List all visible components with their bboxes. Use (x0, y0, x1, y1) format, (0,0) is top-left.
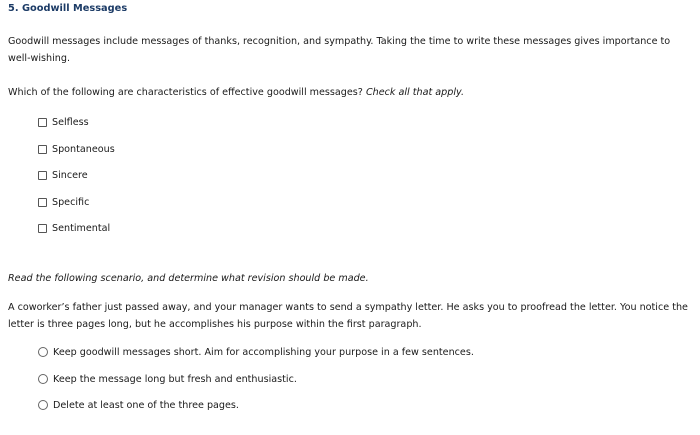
radio-button[interactable] (38, 347, 48, 357)
checkbox-options (38, 117, 115, 250)
checkbox[interactable] (38, 171, 47, 180)
checkbox[interactable] (38, 145, 47, 154)
checkbox-label[interactable]: Selfless (52, 117, 89, 128)
checkbox[interactable] (38, 118, 47, 127)
question-title: 5. Goodwill Messages (8, 3, 128, 14)
checkbox-option[interactable] (38, 223, 115, 250)
checkbox-label[interactable]: Specific (52, 196, 90, 208)
checkbox-option[interactable] (38, 170, 115, 197)
checkbox-label[interactable]: Sincere (52, 170, 88, 181)
question-prompt: Which of the following are characteristics of effective goodwill messages? (8, 87, 363, 98)
radio-label[interactable]: Keep goodwill messages short. Aim for accomplishing your purpose in a few sentences. (53, 347, 474, 358)
checkbox[interactable] (38, 198, 47, 207)
scenario-text: A coworker’s father just passed away, and your manager wants to send a sympathy letter. He asks you to proofread the letter. You notice the letter is three pages long, but he accomplishes his purpose within the first paragraph. (8, 302, 688, 330)
checkbox-label[interactable]: Sentimental (52, 223, 111, 234)
question-instruction: Check all that apply. (365, 87, 465, 98)
checkbox-question (8, 87, 464, 98)
checkbox-option[interactable] (38, 197, 115, 224)
checkbox[interactable] (38, 224, 47, 233)
checkbox-label[interactable]: Spontaneous (52, 143, 115, 155)
checkbox-option[interactable] (38, 144, 115, 171)
radio-option[interactable] (38, 347, 474, 374)
radio-option[interactable] (38, 374, 474, 401)
intro-text: Goodwill messages include messages of thanks, recognition, and sympathy. Taking the time to write these messages gives importance to well-wishing. (8, 36, 671, 64)
scenario-prompt: Read the following scenario, and determine what revision should be made. (8, 273, 369, 284)
radio-label[interactable]: Delete at least one of the three pages. (53, 400, 239, 411)
radio-options (38, 347, 474, 427)
checkbox-option[interactable] (38, 117, 115, 144)
radio-option[interactable] (38, 400, 474, 427)
radio-button[interactable] (38, 400, 48, 410)
radio-label[interactable]: Keep the message long but fresh and enthusiastic. (53, 373, 297, 385)
radio-button[interactable] (38, 374, 48, 384)
